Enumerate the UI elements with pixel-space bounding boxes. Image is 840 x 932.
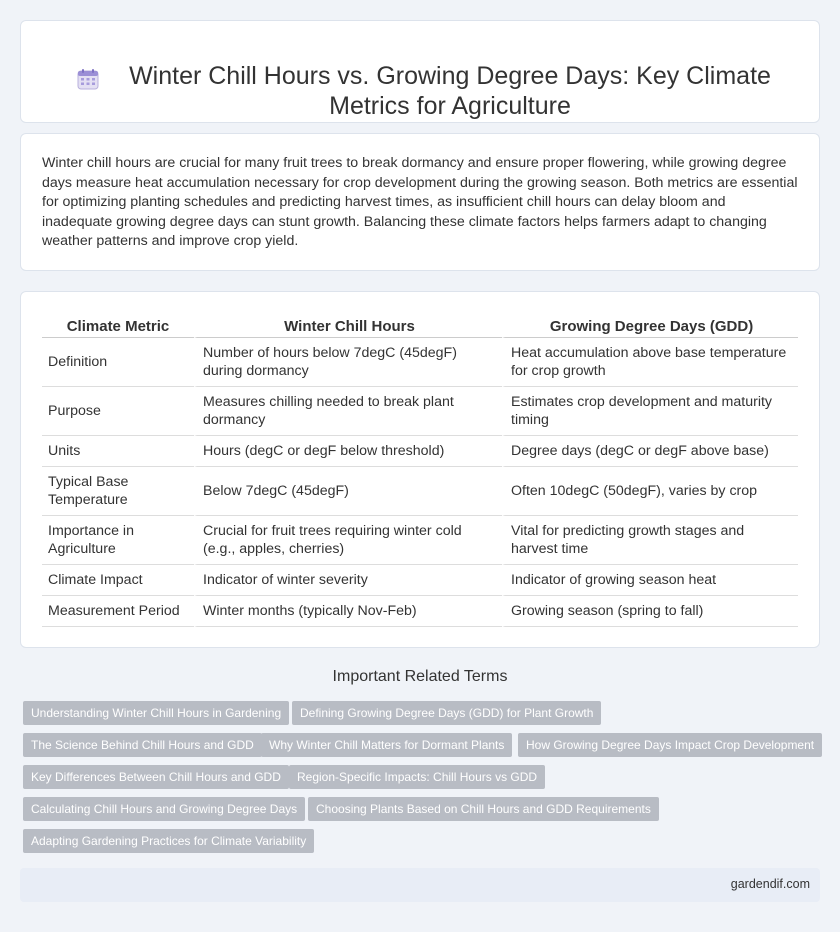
table-row bbox=[42, 387, 798, 436]
table-cell: Typical Base Temperature bbox=[42, 467, 194, 516]
comparison-table bbox=[42, 314, 798, 627]
table-cell: Crucial for fruit trees requiring winter cold (e.g., apples, cherries) bbox=[194, 516, 502, 565]
comparison-table-card bbox=[20, 291, 820, 648]
table-row bbox=[42, 436, 798, 467]
table-cell: Heat accumulation above base temperature for crop growth bbox=[502, 338, 798, 387]
table-cell: Measures chilling needed to break plant dormancy bbox=[194, 387, 502, 436]
table-row bbox=[42, 467, 798, 516]
related-term-tag[interactable]: The Science Behind Chill Hours and GDD bbox=[23, 733, 262, 757]
intro-card bbox=[20, 133, 820, 271]
table-cell: Below 7degC (45degF) bbox=[194, 467, 502, 516]
related-terms-heading: Important Related Terms bbox=[332, 668, 508, 685]
table-cell: Purpose bbox=[42, 387, 194, 436]
table-cell: Often 10degC (50degF), varies by crop bbox=[502, 467, 798, 516]
table-cell: Definition bbox=[42, 338, 194, 387]
related-term-tag[interactable]: Understanding Winter Chill Hours in Gardening bbox=[23, 701, 289, 725]
related-term-tag[interactable]: How Growing Degree Days Impact Crop Development bbox=[518, 733, 822, 757]
table-row bbox=[42, 565, 798, 596]
table-row bbox=[42, 516, 798, 565]
table-cell: Degree days (degC or degF above base) bbox=[502, 436, 798, 467]
table-row bbox=[42, 338, 798, 387]
table-header-cell: Climate Metric bbox=[42, 314, 194, 338]
table-header-row bbox=[42, 314, 798, 338]
table-header-cell: Growing Degree Days (GDD) bbox=[502, 314, 798, 338]
table-cell: Vital for predicting growth stages and harvest time bbox=[502, 516, 798, 565]
related-term-tag[interactable]: Key Differences Between Chill Hours and GDD bbox=[23, 765, 289, 789]
footer-site-link[interactable]: gardendif.com bbox=[730, 877, 810, 891]
table-cell: Indicator of growing season heat bbox=[502, 565, 798, 596]
related-term-tag[interactable]: Region-Specific Impacts: Chill Hours vs GDD bbox=[289, 765, 545, 789]
table-cell: Growing season (spring to fall) bbox=[502, 596, 798, 627]
related-term-tag[interactable]: Adapting Gardening Practices for Climate Variability bbox=[23, 829, 314, 853]
related-term-tag[interactable]: Calculating Chill Hours and Growing Degree Days bbox=[23, 797, 305, 821]
table-cell: Number of hours below 7degC (45degF) during dormancy bbox=[194, 338, 502, 387]
table-header-cell: Winter Chill Hours bbox=[194, 314, 502, 338]
table-cell: Units bbox=[42, 436, 194, 467]
related-term-tag[interactable]: Choosing Plants Based on Chill Hours and GDD Requirements bbox=[308, 797, 659, 821]
intro-paragraph: Winter chill hours are crucial for many fruit trees to break dormancy and ensure proper flowering, while growing degree days measure heat accumulation necessary for crop development during the growing season. Both metrics are essential for optimizing planting schedules and predicting harvest times, as insufficient chill hours can delay bloom and inadequate growing degree days can stunt growth. Balancing these climate factors helps farmers adapt to changing weather patterns and improve crop yield. bbox=[42, 155, 798, 249]
table-cell: Measurement Period bbox=[42, 596, 194, 627]
footer bbox=[20, 868, 820, 902]
calendar-icon bbox=[77, 68, 99, 90]
table-cell: Hours (degC or degF below threshold) bbox=[194, 436, 502, 467]
table-cell: Estimates crop development and maturity timing bbox=[502, 387, 798, 436]
title-card bbox=[20, 20, 820, 123]
table-row bbox=[42, 596, 798, 627]
table-cell: Winter months (typically Nov-Feb) bbox=[194, 596, 502, 627]
table-cell: Indicator of winter severity bbox=[194, 565, 502, 596]
table-cell: Climate Impact bbox=[42, 565, 194, 596]
related-term-tag[interactable]: Why Winter Chill Matters for Dormant Plants bbox=[261, 733, 512, 757]
page-title: Winter Chill Hours vs. Growing Degree Days: Key Climate Metrics for Agriculture bbox=[129, 62, 771, 120]
table-cell: Importance in Agriculture bbox=[42, 516, 194, 565]
related-term-tag[interactable]: Defining Growing Degree Days (GDD) for Plant Growth bbox=[292, 701, 601, 725]
